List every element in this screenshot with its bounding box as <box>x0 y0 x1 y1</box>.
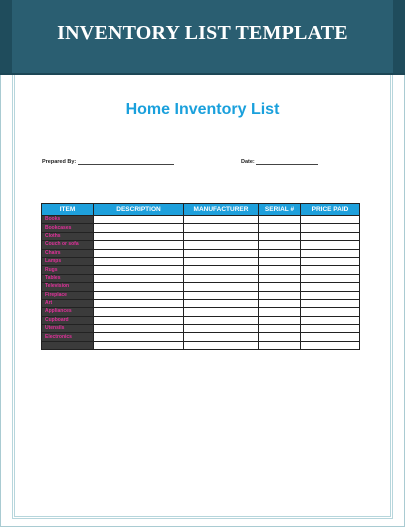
item-cell: Tables <box>42 274 94 282</box>
item-cell: Utensils <box>42 325 94 333</box>
price-paid-cell[interactable] <box>301 216 360 224</box>
price-paid-cell[interactable] <box>301 283 360 291</box>
table-header-row <box>42 204 360 216</box>
serial-cell[interactable] <box>259 308 301 316</box>
page-title: INVENTORY LIST TEMPLATE <box>57 22 348 44</box>
item-cell: Art <box>42 299 94 307</box>
description-cell[interactable] <box>94 341 184 349</box>
item-cell: Fireplace <box>42 291 94 299</box>
description-cell[interactable] <box>94 325 184 333</box>
serial-cell[interactable] <box>259 325 301 333</box>
manufacturer-cell[interactable] <box>184 316 259 324</box>
manufacturer-cell[interactable] <box>184 325 259 333</box>
column-header-description: DESCRIPTION <box>94 204 184 216</box>
manufacturer-cell[interactable] <box>184 333 259 341</box>
manufacturer-cell[interactable] <box>184 341 259 349</box>
table-row <box>42 274 360 282</box>
description-cell[interactable] <box>94 283 184 291</box>
prepared-by-field[interactable] <box>42 158 174 165</box>
price-paid-cell[interactable] <box>301 224 360 232</box>
price-paid-cell[interactable] <box>301 249 360 257</box>
description-cell[interactable] <box>94 316 184 324</box>
date-line[interactable] <box>256 158 318 165</box>
date-label: Date: <box>241 159 255 165</box>
description-cell[interactable] <box>94 333 184 341</box>
price-paid-cell[interactable] <box>301 241 360 249</box>
price-paid-cell[interactable] <box>301 308 360 316</box>
manufacturer-cell[interactable] <box>184 283 259 291</box>
item-cell: Lamps <box>42 257 94 265</box>
prepared-by-line[interactable] <box>78 158 174 165</box>
item-cell: Cupboard <box>42 316 94 324</box>
table-row <box>42 333 360 341</box>
description-cell[interactable] <box>94 291 184 299</box>
description-cell[interactable] <box>94 299 184 307</box>
description-cell[interactable] <box>94 232 184 240</box>
serial-cell[interactable] <box>259 291 301 299</box>
table-row <box>42 325 360 333</box>
serial-cell[interactable] <box>259 249 301 257</box>
item-cell: Books <box>42 216 94 224</box>
serial-cell[interactable] <box>259 257 301 265</box>
manufacturer-cell[interactable] <box>184 257 259 265</box>
manufacturer-cell[interactable] <box>184 216 259 224</box>
table-row <box>42 216 360 224</box>
serial-cell[interactable] <box>259 333 301 341</box>
table-row <box>42 224 360 232</box>
description-cell[interactable] <box>94 274 184 282</box>
item-cell: Rugs <box>42 266 94 274</box>
table-row <box>42 232 360 240</box>
item-cell: Couch or sofa <box>42 241 94 249</box>
column-header-serial: SERIAL # <box>259 204 301 216</box>
serial-cell[interactable] <box>259 341 301 349</box>
manufacturer-cell[interactable] <box>184 241 259 249</box>
description-cell[interactable] <box>94 216 184 224</box>
price-paid-cell[interactable] <box>301 299 360 307</box>
serial-cell[interactable] <box>259 216 301 224</box>
table-row <box>42 249 360 257</box>
price-paid-cell[interactable] <box>301 232 360 240</box>
item-cell: Television <box>42 283 94 291</box>
table-row <box>42 341 360 349</box>
price-paid-cell[interactable] <box>301 291 360 299</box>
item-cell: Electronics <box>42 333 94 341</box>
price-paid-cell[interactable] <box>301 333 360 341</box>
price-paid-cell[interactable] <box>301 274 360 282</box>
table-row <box>42 241 360 249</box>
manufacturer-cell[interactable] <box>184 291 259 299</box>
description-cell[interactable] <box>94 308 184 316</box>
serial-cell[interactable] <box>259 283 301 291</box>
table-row <box>42 257 360 265</box>
price-paid-cell[interactable] <box>301 325 360 333</box>
price-paid-cell[interactable] <box>301 341 360 349</box>
serial-cell[interactable] <box>259 266 301 274</box>
table-row <box>42 291 360 299</box>
item-cell: Chairs <box>42 249 94 257</box>
inventory-table <box>41 203 360 350</box>
item-cell <box>42 341 94 349</box>
manufacturer-cell[interactable] <box>184 308 259 316</box>
item-cell: Bookcases <box>42 224 94 232</box>
price-paid-cell[interactable] <box>301 257 360 265</box>
serial-cell[interactable] <box>259 299 301 307</box>
item-cell: Appliances <box>42 308 94 316</box>
serial-cell[interactable] <box>259 316 301 324</box>
description-cell[interactable] <box>94 257 184 265</box>
serial-cell[interactable] <box>259 224 301 232</box>
manufacturer-cell[interactable] <box>184 274 259 282</box>
column-header-manufacturer: MANUFACTURER <box>184 204 259 216</box>
description-cell[interactable] <box>94 224 184 232</box>
manufacturer-cell[interactable] <box>184 224 259 232</box>
table-row <box>42 308 360 316</box>
description-cell[interactable] <box>94 249 184 257</box>
table-row <box>42 266 360 274</box>
table-row <box>42 283 360 291</box>
column-header-item: ITEM <box>42 204 94 216</box>
table-row <box>42 299 360 307</box>
date-field[interactable] <box>241 158 318 165</box>
manufacturer-cell[interactable] <box>184 266 259 274</box>
header-banner <box>0 0 405 75</box>
serial-cell[interactable] <box>259 232 301 240</box>
manufacturer-cell[interactable] <box>184 299 259 307</box>
description-cell[interactable] <box>94 241 184 249</box>
price-paid-cell[interactable] <box>301 266 360 274</box>
price-paid-cell[interactable] <box>301 316 360 324</box>
table-row <box>42 316 360 324</box>
manufacturer-cell[interactable] <box>184 232 259 240</box>
manufacturer-cell[interactable] <box>184 249 259 257</box>
serial-cell[interactable] <box>259 241 301 249</box>
serial-cell[interactable] <box>259 274 301 282</box>
description-cell[interactable] <box>94 266 184 274</box>
document-subtitle: Home Inventory List <box>125 101 280 118</box>
item-cell: Cloths <box>42 232 94 240</box>
prepared-by-label: Prepared By: <box>42 159 77 165</box>
column-header-price-paid: PRICE PAID <box>301 204 360 216</box>
